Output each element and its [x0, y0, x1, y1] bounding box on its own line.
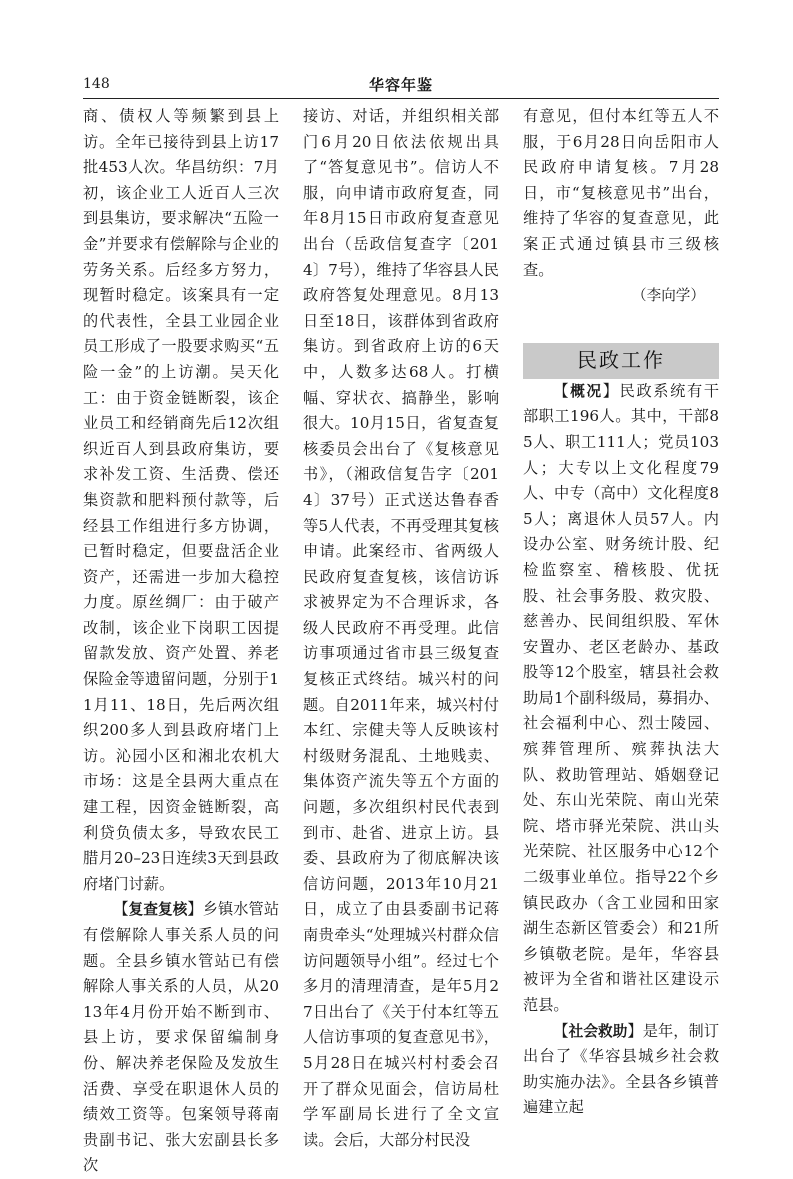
paragraph-social-aid [523, 1019, 719, 1121]
paragraph-social-aid-text: 是年，制订出台了《华容县城乡社会救助实施办法》。全县各乡镇普遍建立起 [523, 1021, 720, 1117]
bracket-close: 】 [627, 1021, 643, 1040]
section-heading: 民政工作 [523, 343, 719, 379]
page-number: 148 [83, 76, 110, 92]
keyword-overview: 概况 [570, 382, 603, 400]
column-right [523, 104, 719, 1121]
book-title: 华容年鉴 [368, 76, 433, 94]
paragraph-overview-text: 民政系统有干部职工196人。其中，干部85人、职工111人；党员103人；大专以上文化程度79人、中专（高中）文化程度85人；离退休人员57人。内设办公室、财务统计股、纪检监察室、稽核股、优抚股、社会事务股、救灾股、慈善办、民间组织股、军休安置办、老区老龄办、基政股等12个股室，辖县社会救助局1个副科级局，募捐办、社会福利中心、烈士陵园、殡葬管理所、殡葬执法大队、救助管理站、婚姻登记处、东山光荣院、南山光荣院、塔市驿光荣院、洪山头光荣院、社区服务中心12个二级事业单位。指导22个乡镇民政办（含工业园和田家湖生态新区管委会）和21所乡镇敬老院。是年，华容县被评为全省和谐社区建设示范县。 [523, 381, 719, 1014]
bracket-open: 【 [553, 1021, 569, 1040]
bracket-open: 【 [553, 381, 571, 400]
paragraph-review [83, 897, 279, 1179]
keyword-review: 复查复核 [128, 901, 188, 919]
column-left [83, 104, 279, 1179]
paragraph-petition-cases: 商、债权人等频繁到县上访。全年已接待到县上访17批453人次。华昌纺织：7月初，该企业工人近百人三次到县集访，要求解决“五险一金”并要求有偿解除与企业的劳务关系。后经多方努力，现暂时稳定。该案具有一定的代表性，全县工业园企业员工形成了一股要求购买“五险一金”的上访潮。吴天化工：由于资金链断裂，该企业员工和经销商先后12次组织近百人到县政府集访，要求补发工资、生活费、偿还集资款和肥料预付款等，后经县工作组进行多方协调，已暂时稳定，但要盘活企业资产，还需进一步加大稳控力度。原丝绸厂：由于破产改制，该企业下岗职工因提留款发放、资产处置、养老保险金等遗留问题，分别于11月11、18日，先后两次组织200多人到县政府堵门上访。沁园小区和湘北农机大市场：这是全县两大重点在建工程，因资金链断裂，高利贷负债太多，导致农民工腊月20–23日连续3天到县政府堵门讨薪。 [83, 107, 279, 893]
page-header [83, 74, 719, 96]
paragraph-review-end: 有意见，但付本红等五人不服，于6月28日向岳阳市人民政府申请复核。7月28日，市“复核意见书”出台，维持了华容的复查意见，此案正式通过镇县市三级核查。 [523, 107, 719, 279]
paragraph-review-text: 乡镇水管站有偿解除人事关系人员的问题。全县乡镇水管站已有偿解除人事关系的人员，从2013年4月份开始不断到市、县上访，要求保留编制身份、解决养老保险及发放生活费、享受在职退休人员的绩效工资等。包案领导蒋南贵副书记、张大宏副县长多次 [83, 900, 280, 1175]
author-credit: （李向学） [632, 287, 705, 305]
paragraph-review-continued: 接访、对话，并组织相关部门6月20日依法依规出具了“答复意见书”。信访人不服，向申请市政府复查，同年8月15日市政府复查意见出台（岳政信复查字〔2014〕7号），维持了华容县人民政府答复处理意见。8月13日至18日，该群体到省政府集访。到省政府上访的6天中，人数多达68人。打横幅、穿状衣、搞静坐，影响很大。10月15日，省复查复核委员会出台了《复核意见书》，（湘政信复告字〔2014〕37号）正式送达鲁春香等5人代表，不再受理其复核申请。此案经市、省两级人民政府复查复核，该信访诉求被界定为不合理诉求，各级人民政府不再受理。此信访事项通过省市县三级复查复核正式终结。城兴村的问题。自2011年来，城兴村付本红、宗健夫等人反映该村村级财务混乱、土地贱卖、集体资产流失等五个方面的问题，多次组织村民代表到到市、赴省、进京上访。县委、县政府为了彻底解决该信访问题，2013年10月21日，成立了由县委副书记蒋南贵牵头“处理城兴村群众信访问题领导小组”。经过七个多月的清理清查，是年5月27日出台了《关于付本红等五人信访事项的复查意见书》，5月28日在城兴村村委会召开了群众见面会，信访局杜学军副局长进行了全文宣读。会后，大部分村民没 [303, 107, 499, 1149]
keyword-social-aid: 社会救助 [568, 1022, 628, 1040]
bracket-open: 【 [113, 900, 129, 919]
paragraph-overview [523, 379, 719, 1019]
header-rule [83, 98, 719, 99]
column-middle [303, 104, 499, 1153]
bracket-close: 】 [602, 381, 620, 400]
bracket-close: 】 [187, 900, 203, 919]
